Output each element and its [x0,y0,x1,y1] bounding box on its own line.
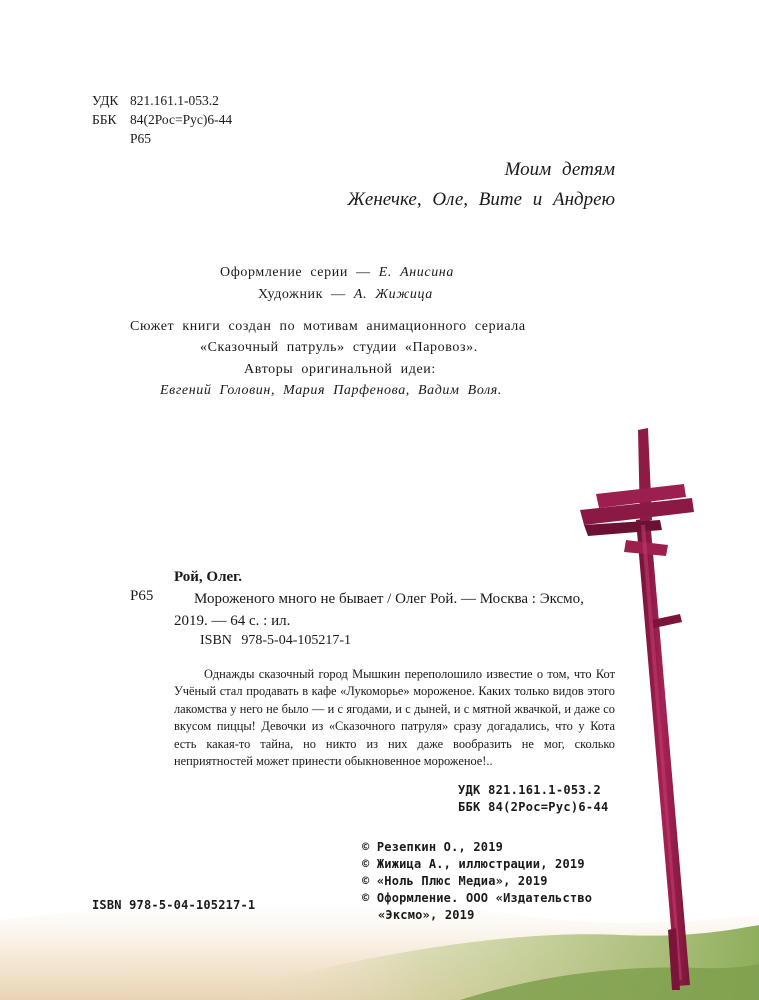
copyright-line3: © «Ноль Плюс Медиа», 2019 [362,874,548,888]
series-design-credit [220,262,454,283]
plot-line1: Сюжет книги создан по мотивам анимационного сериала [130,319,526,334]
footer-bbk: ББК 84(2Рос=Рус)6-44 [458,800,609,814]
dedication-line2: Женечке, Оле, Вите и Андрею [347,189,615,210]
bbk-label: ББК [92,112,117,127]
dedication-line1: Моим детям [504,159,615,180]
bib-isbn: ISBN 978-5-04-105217-1 [200,633,352,648]
plot-line2: «Сказочный патруль» студии «Паровоз». [200,340,478,355]
bibliographic-record [174,566,584,632]
authors-names: Евгений Головин, Мария Парфенова, Вадим Воля. [160,383,502,398]
copyright-line4: © Оформление. ООО «Издательство [362,891,593,905]
udk-label: УДК [92,93,119,108]
artist-label: Художник — [258,287,346,302]
bib-author-mark: Р65 [130,588,154,604]
artist-name: А. Жижица [353,287,433,302]
bib-author: Рой, Олег. [174,569,243,585]
footer-classification [458,782,609,816]
copyright-line2: © Жижица А., иллюстрации, 2019 [362,857,585,871]
design-label: Оформление серии — [220,265,371,280]
copyright-block [362,839,592,924]
header-classification [92,91,232,148]
authors-label: Авторы оригинальной идеи: [244,362,436,377]
copyright-line1: © Резепкин О., 2019 [362,840,504,854]
footer-udk: УДК 821.161.1-053.2 [458,783,601,797]
bib-line2: 2019. — 64 с. : ил. [174,613,291,629]
design-name: Е. Анисина [378,265,454,280]
artist-credit [258,284,433,305]
dedication [347,155,615,215]
isbn-footer: ISBN 978-5-04-105217-1 [92,898,256,912]
bbk-value: 84(2Рос=Рус)6-44 [130,112,233,127]
copyright-line5: «Эксмо», 2019 [378,908,475,922]
annotation-text: Однажды сказочный город Мышкин переполошило известие о том, что Кот Учёный стал продавать в кафе «Лукоморье» мороженое. Каких только видов этого лакомства у него не было — и с ягодами, и с дыней, и с мятной жвачкой, и даже со вкусом пиццы! Девочки из «Сказочного патруля» сразу догадались, что у Кота есть какая-то тайна, но никто из них даже вообразить не мог, сколько неприятностей может принести обыкновенное мороженое!.. [174,667,615,769]
author-mark: Р65 [130,131,152,146]
bib-line1: Мороженого много не бывает / Олег Рой. — Москва : Эксмо, [194,591,584,607]
udk-value: 821.161.1-053.2 [130,93,219,108]
